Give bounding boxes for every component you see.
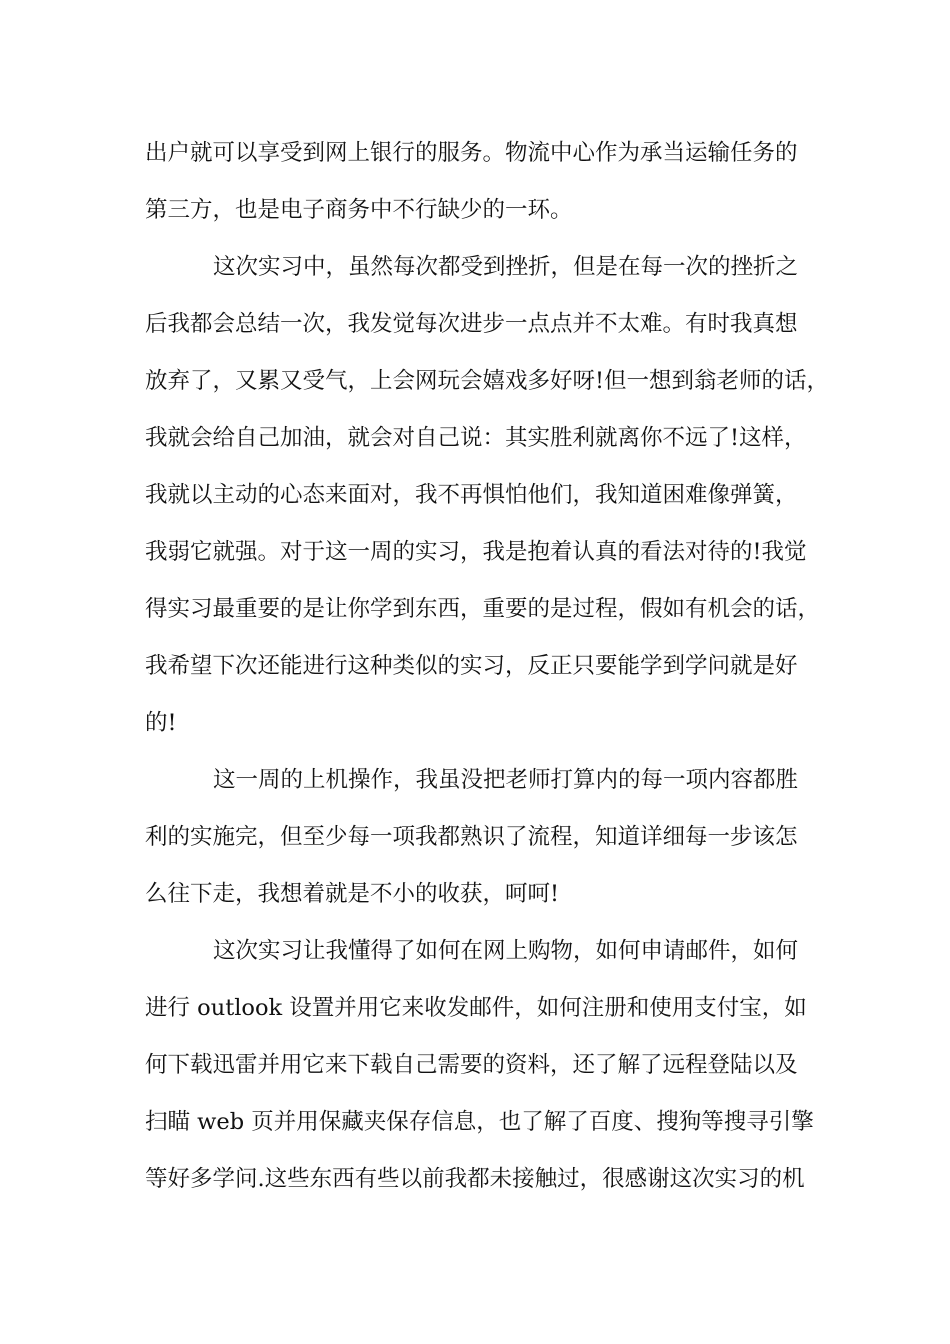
text-line: 扫瞄 web 页并用保藏夹保存信息，也了解了百度、搜狗等搜寻引擎 [145, 1109, 814, 1135]
text-line: 我弱它就强。对于这一周的实习，我是抱着认真的看法对待的!我觉 [145, 539, 807, 565]
text-line: 么往下走，我想着就是不小的收获，呵呵! [145, 881, 560, 907]
paragraph-start-line: 这一周的上机操作，我虽没把老师打算内的每一项内容都胜 [213, 767, 799, 793]
text-line: 我就会给自己加油，就会对自己说：其实胜利就离你不远了!这样， [145, 425, 807, 451]
text-line: 放弃了，又累又受气，上会网玩会嬉戏多好呀!但一想到翁老师的话， [145, 368, 830, 394]
text-line: 利的实施完，但至少每一项我都熟识了流程，知道详细每一步该怎 [145, 824, 798, 850]
text-line: 我希望下次还能进行这种类似的实习，反正只要能学到学问就是好 [145, 653, 798, 679]
text-line: 的! [145, 710, 177, 736]
text-line: 等好多学问.这些东西有些以前我都未接触过，很感谢这次实习的机 [145, 1166, 805, 1192]
text-line: 我就以主动的心态来面对，我不再惧怕他们，我知道困难像弹簧， [145, 482, 798, 508]
text-line: 出户就可以享受到网上银行的服务。物流中心作为承当运输任务的 [145, 140, 798, 166]
text-line: 进行 outlook 设置并用它来收发邮件，如何注册和使用支付宝，如 [145, 995, 807, 1021]
text-line: 后我都会总结一次，我发觉每次进步一点点并不太难。有时我真想 [145, 311, 798, 337]
text-line: 得实习最重要的是让你学到东西，重要的是过程，假如有机会的话， [145, 596, 821, 622]
text-line: 第三方，也是电子商务中不行缺少的一环。 [145, 197, 573, 223]
paragraph-start-line: 这次实习让我懂得了如何在网上购物，如何申请邮件，如何 [213, 938, 799, 964]
text-line: 何下载迅雷并用它来下载自己需要的资料，还了解了远程登陆以及 [145, 1052, 798, 1078]
paragraph-start-line: 这次实习中，虽然每次都受到挫折，但是在每一次的挫折之 [213, 254, 799, 280]
